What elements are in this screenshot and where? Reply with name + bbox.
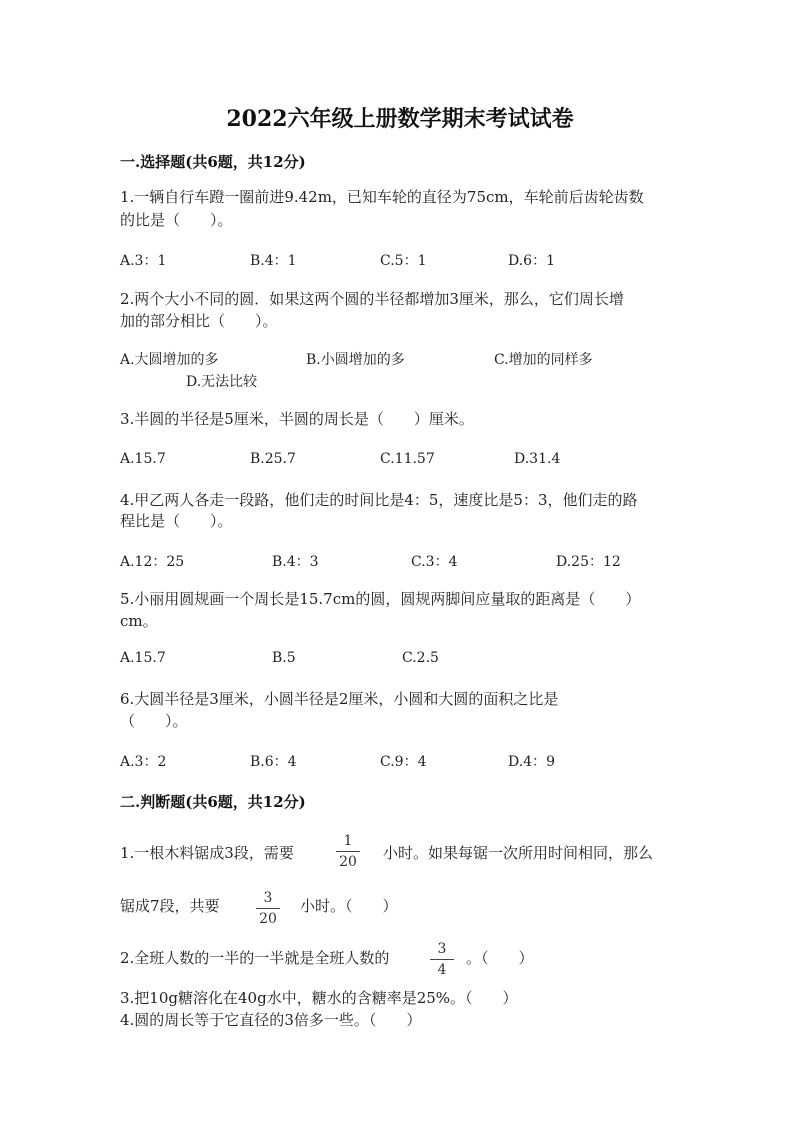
- fraction-denominator: 20: [259, 911, 277, 927]
- judge-1-fraction-1: [333, 832, 363, 871]
- judge-1-fraction-2: [253, 889, 283, 928]
- question-3-option-a: A.15.7: [120, 451, 166, 467]
- judge-2-text-a: 2.全班人数的一半的一半就是全班人数的: [120, 949, 390, 967]
- question-6-line-1: 6.大圆半径是3厘米，小圆半径是2厘米，小圆和大圆的面积之比是: [120, 690, 559, 708]
- question-4-option-d: D.25：12: [556, 554, 621, 570]
- judge-1-text-c: 锯成7段，共要: [120, 897, 220, 915]
- fraction-numerator: 3: [263, 890, 273, 906]
- page-title: 2022六年级上册数学期末考试试卷: [226, 106, 574, 132]
- section1-heading: 一.选择题(共6题，共12分): [120, 153, 306, 171]
- question-4-option-a: A.12：25: [120, 554, 185, 570]
- question-2-option-b: B.小圆增加的多: [306, 352, 405, 368]
- section2-heading: 二.判断题(共6题，共12分): [120, 793, 306, 811]
- question-1-option-d: D.6：1: [508, 253, 555, 269]
- question-1-line-1: 1.一辆自行车蹬一圈前进9.42m，已知车轮的直径为75cm，车轮前后齿轮齿数: [120, 188, 644, 206]
- judge-3-text: 3.把10g糖溶化在40g水中，糖水的含糖率是25%。（ ）: [120, 989, 518, 1007]
- question-3-option-c: C.11.57: [380, 451, 435, 467]
- question-5-option-b: B.5: [272, 650, 296, 666]
- fraction-bar: [256, 908, 280, 909]
- question-2-line-2: 加的部分相比（ ）。: [120, 312, 278, 330]
- question-5-option-c: C.2.5: [402, 650, 439, 666]
- question-4-option-c: C.3：4: [411, 554, 458, 570]
- question-6-option-b: B.6：4: [250, 754, 297, 770]
- question-6-option-c: C.9：4: [380, 754, 427, 770]
- question-4-option-b: B.4：3: [272, 554, 319, 570]
- question-4-line-1: 4.甲乙两人各走一段路，他们走的时间比是4：5，速度比是5：3，他们走的路: [120, 491, 638, 509]
- question-1-option-b: B.4：1: [250, 253, 297, 269]
- question-3-option-b: B.25.7: [250, 451, 296, 467]
- judge-1-text-d: 小时。（ ）: [300, 897, 398, 915]
- question-1-line-2: 的比是（ ）。: [120, 211, 233, 229]
- question-3-option-d: D.31.4: [514, 451, 561, 467]
- judge-1-text-a: 1.一根木料锯成3段，需要: [120, 844, 294, 862]
- judge-4-text: 4.圆的周长等于它直径的3倍多一些。（ ）: [120, 1011, 422, 1029]
- question-6-line-2: （ ）。: [120, 712, 188, 730]
- question-5-line-1: 5.小丽用圆规画一个周长是15.7cm的圆，圆规两脚间应量取的距离是（ ）: [120, 590, 641, 608]
- question-2-line-1: 2.两个大小不同的圆．如果这两个圆的半径都增加3厘米，那么，它们周长增: [120, 290, 624, 308]
- question-2-option-c: C.增加的同样多: [494, 352, 593, 368]
- question-1-option-a: A.3：1: [120, 253, 167, 269]
- question-1-option-c: C.5：1: [380, 253, 427, 269]
- fraction-denominator: 4: [437, 962, 447, 978]
- question-3-line-1: 3.半圆的半径是5厘米，半圆的周长是（ ）厘米。: [120, 410, 474, 428]
- question-2-option-a: A.大圆增加的多: [120, 352, 219, 368]
- fraction-bar: [336, 851, 360, 852]
- fraction-numerator: 1: [343, 833, 353, 849]
- question-4-line-2: 程比是（ ）。: [120, 512, 233, 530]
- question-2-option-d: D.无法比较: [186, 374, 258, 390]
- question-5-option-a: A.15.7: [120, 650, 166, 666]
- question-6-option-d: D.4：9: [508, 754, 555, 770]
- question-6-option-a: A.3：2: [120, 754, 167, 770]
- judge-2-text-b: 。（ ）: [466, 949, 534, 967]
- fraction-denominator: 20: [339, 854, 357, 870]
- question-5-line-2: cm。: [120, 612, 158, 630]
- fraction-bar: [430, 959, 454, 960]
- judge-1-text-b: 小时。如果每锯一次所用时间相同，那么: [383, 844, 654, 862]
- judge-2-fraction: [427, 940, 457, 979]
- fraction-numerator: 3: [437, 941, 447, 957]
